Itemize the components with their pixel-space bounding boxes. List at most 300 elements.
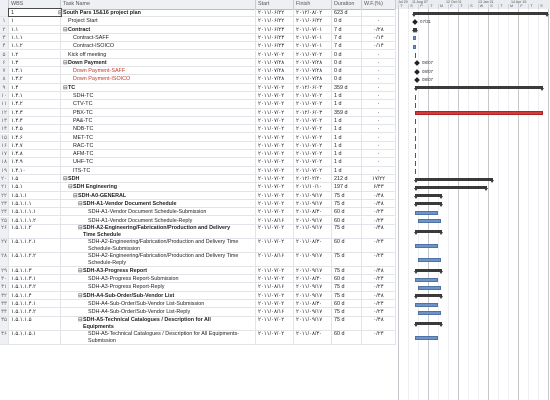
row-id-cell[interactable]: [0, 75, 9, 82]
weight-cell[interactable]: [362, 217, 396, 224]
duration-cell[interactable]: [332, 283, 362, 290]
duration-cell[interactable]: [332, 17, 362, 24]
start-date-cell[interactable]: [256, 42, 294, 49]
weight-cell[interactable]: [362, 175, 396, 182]
task-bar[interactable]: [418, 219, 441, 223]
column-header-id[interactable]: [0, 0, 9, 9]
wbs-cell[interactable]: [9, 100, 61, 107]
start-date-cell[interactable]: [256, 300, 294, 307]
start-date-cell[interactable]: [256, 117, 294, 124]
task-row[interactable]: [0, 292, 396, 300]
weight-cell[interactable]: [362, 142, 396, 149]
weight-cell[interactable]: [362, 92, 396, 99]
task-row[interactable]: [0, 283, 396, 291]
duration-cell[interactable]: [332, 59, 362, 66]
start-date-cell[interactable]: [256, 150, 294, 157]
start-date-cell[interactable]: [256, 34, 294, 41]
start-date-cell[interactable]: [256, 200, 294, 207]
weight-cell[interactable]: [362, 75, 396, 82]
milestone-diamond[interactable]: [412, 19, 418, 25]
weight-cell[interactable]: [362, 26, 396, 33]
task-row[interactable]: [0, 183, 396, 191]
wbs-cell[interactable]: [9, 42, 61, 49]
task-row[interactable]: [0, 84, 396, 92]
duration-cell[interactable]: [332, 134, 362, 141]
task-name-cell[interactable]: [61, 253, 256, 266]
duration-cell[interactable]: [332, 192, 362, 199]
wbs-cell[interactable]: [9, 253, 61, 266]
weight-cell[interactable]: [362, 84, 396, 91]
row-id-cell[interactable]: [0, 183, 9, 190]
task-name-cell[interactable]: [61, 239, 256, 252]
start-date-cell[interactable]: [256, 253, 294, 266]
wbs-cell[interactable]: [9, 300, 61, 307]
task-row[interactable]: [0, 192, 396, 200]
task-row[interactable]: [0, 117, 396, 125]
weight-cell[interactable]: [362, 208, 396, 215]
column-header-wbs[interactable]: WBS: [9, 0, 61, 9]
wbs-cell[interactable]: [9, 331, 61, 344]
weight-cell[interactable]: [362, 308, 396, 315]
task-name-cell[interactable]: [61, 331, 256, 344]
start-date-cell[interactable]: [256, 192, 294, 199]
row-id-cell[interactable]: [0, 239, 9, 252]
task-name-cell[interactable]: [61, 34, 256, 41]
start-date-cell[interactable]: [256, 331, 294, 344]
row-id-cell[interactable]: [0, 59, 9, 66]
task-row[interactable]: [0, 158, 396, 166]
weight-cell[interactable]: [362, 239, 396, 252]
task-name-cell[interactable]: [61, 100, 256, 107]
finish-date-cell[interactable]: [294, 51, 332, 58]
task-name-cell[interactable]: [61, 300, 256, 307]
wbs-cell[interactable]: [9, 275, 61, 282]
task-name-cell[interactable]: [61, 67, 256, 74]
row-id-cell[interactable]: [0, 34, 9, 41]
wbs-cell[interactable]: [9, 208, 61, 215]
duration-cell[interactable]: [332, 117, 362, 124]
wbs-cell[interactable]: [9, 9, 61, 16]
weight-cell[interactable]: [362, 225, 396, 238]
start-date-cell[interactable]: [256, 167, 294, 174]
start-date-cell[interactable]: [256, 217, 294, 224]
finish-date-cell[interactable]: [294, 9, 332, 16]
column-header-start[interactable]: Start: [256, 0, 294, 9]
wbs-cell[interactable]: [9, 239, 61, 252]
row-id-cell[interactable]: [0, 217, 9, 224]
weight-cell[interactable]: [362, 34, 396, 41]
weight-cell[interactable]: [362, 200, 396, 207]
summary-bar[interactable]: [415, 230, 442, 233]
task-row[interactable]: [0, 92, 396, 100]
start-date-cell[interactable]: [256, 51, 294, 58]
finish-date-cell[interactable]: [294, 75, 332, 82]
collapse-toggle-icon[interactable]: ⊟: [63, 26, 68, 33]
task-bar[interactable]: [413, 45, 416, 49]
column-header-finish[interactable]: Finish: [294, 0, 332, 9]
row-id-cell[interactable]: [0, 283, 9, 290]
wbs-cell[interactable]: [9, 84, 61, 91]
duration-cell[interactable]: [332, 217, 362, 224]
start-date-cell[interactable]: [256, 109, 294, 116]
wbs-cell[interactable]: [9, 150, 61, 157]
collapse-toggle-icon[interactable]: ⊟: [78, 224, 83, 231]
task-name-cell[interactable]: [61, 117, 256, 124]
collapse-toggle-icon[interactable]: ⊟: [78, 200, 83, 207]
task-row[interactable]: [0, 175, 396, 183]
duration-cell[interactable]: [332, 253, 362, 266]
row-id-cell[interactable]: [0, 26, 9, 33]
weight-cell[interactable]: [362, 192, 396, 199]
task-row[interactable]: [0, 150, 396, 158]
task-bar[interactable]: [415, 303, 438, 307]
wbs-cell[interactable]: [9, 283, 61, 290]
finish-date-cell[interactable]: [294, 109, 332, 116]
start-date-cell[interactable]: [256, 283, 294, 290]
wbs-cell[interactable]: [9, 109, 61, 116]
finish-date-cell[interactable]: [294, 217, 332, 224]
row-id-cell[interactable]: [0, 158, 9, 165]
task-name-cell[interactable]: [61, 75, 256, 82]
row-id-cell[interactable]: [0, 292, 9, 299]
wbs-cell[interactable]: [9, 17, 61, 24]
task-name-cell[interactable]: [61, 283, 256, 290]
start-date-cell[interactable]: [256, 225, 294, 238]
weight-cell[interactable]: [362, 167, 396, 174]
start-date-cell[interactable]: [256, 92, 294, 99]
wbs-cell[interactable]: [9, 134, 61, 141]
summary-bar[interactable]: [415, 294, 442, 297]
collapse-toggle-icon[interactable]: ⊟: [58, 10, 63, 16]
finish-date-cell[interactable]: [294, 253, 332, 266]
task-name-cell[interactable]: [61, 150, 256, 157]
finish-date-cell[interactable]: [294, 158, 332, 165]
duration-cell[interactable]: [332, 150, 362, 157]
finish-date-cell[interactable]: [294, 134, 332, 141]
row-id-cell[interactable]: [0, 142, 9, 149]
start-date-cell[interactable]: [256, 175, 294, 182]
wbs-cell[interactable]: [9, 59, 61, 66]
weight-cell[interactable]: [362, 42, 396, 49]
task-row[interactable]: [0, 275, 396, 283]
start-date-cell[interactable]: [256, 142, 294, 149]
task-name-cell[interactable]: [61, 142, 256, 149]
finish-date-cell[interactable]: [294, 225, 332, 238]
collapse-toggle-icon[interactable]: ⊟: [63, 84, 68, 91]
wbs-cell[interactable]: [9, 225, 61, 238]
row-id-cell[interactable]: [0, 100, 9, 107]
task-name-cell[interactable]: [61, 51, 256, 58]
task-name-cell[interactable]: [61, 158, 256, 165]
duration-cell[interactable]: [332, 167, 362, 174]
finish-date-cell[interactable]: [294, 292, 332, 299]
row-id-cell[interactable]: [0, 17, 9, 24]
task-bar[interactable]: [415, 244, 438, 248]
finish-date-cell[interactable]: [294, 200, 332, 207]
finish-date-cell[interactable]: [294, 317, 332, 330]
collapse-toggle-icon[interactable]: ⊟: [78, 316, 83, 323]
weight-cell[interactable]: [362, 51, 396, 58]
finish-date-cell[interactable]: [294, 59, 332, 66]
task-name-cell[interactable]: [61, 225, 256, 238]
weight-cell[interactable]: [362, 300, 396, 307]
start-date-cell[interactable]: [256, 292, 294, 299]
task-name-cell[interactable]: [61, 267, 256, 274]
summary-bar[interactable]: [415, 86, 543, 89]
task-row[interactable]: [0, 109, 396, 117]
finish-date-cell[interactable]: [294, 167, 332, 174]
duration-cell[interactable]: [332, 208, 362, 215]
weight-cell[interactable]: [362, 292, 396, 299]
task-bar[interactable]: [415, 161, 416, 166]
collapse-toggle-icon[interactable]: ⊟: [63, 176, 68, 182]
summary-bar[interactable]: [415, 202, 442, 205]
row-id-cell[interactable]: [0, 117, 9, 124]
wbs-cell[interactable]: [9, 267, 61, 274]
duration-cell[interactable]: [332, 183, 362, 190]
duration-cell[interactable]: [332, 158, 362, 165]
weight-cell[interactable]: [362, 9, 396, 16]
task-row[interactable]: [0, 17, 396, 25]
task-row[interactable]: [0, 100, 396, 108]
task-name-cell[interactable]: [61, 134, 256, 141]
duration-cell[interactable]: [332, 84, 362, 91]
wbs-cell[interactable]: [9, 51, 61, 58]
duration-cell[interactable]: [332, 308, 362, 315]
task-name-cell[interactable]: [61, 42, 256, 49]
weight-cell[interactable]: [362, 275, 396, 282]
task-name-cell[interactable]: [61, 167, 256, 174]
row-id-cell[interactable]: [0, 51, 9, 58]
duration-cell[interactable]: [332, 300, 362, 307]
task-row[interactable]: [0, 253, 396, 267]
task-bar[interactable]: [415, 144, 416, 149]
finish-date-cell[interactable]: [294, 267, 332, 274]
row-id-cell[interactable]: [0, 167, 9, 174]
task-name-cell[interactable]: [61, 109, 256, 116]
duration-cell[interactable]: [332, 331, 362, 344]
task-name-cell[interactable]: [61, 292, 256, 299]
collapse-toggle-icon[interactable]: ⊟: [78, 292, 83, 299]
task-bar[interactable]: [418, 311, 441, 315]
finish-date-cell[interactable]: [294, 331, 332, 344]
weight-cell[interactable]: [362, 125, 396, 132]
duration-cell[interactable]: [332, 100, 362, 107]
finish-date-cell[interactable]: [294, 142, 332, 149]
start-date-cell[interactable]: [256, 59, 294, 66]
task-bar[interactable]: [415, 95, 416, 100]
task-row[interactable]: [0, 317, 396, 331]
weight-cell[interactable]: [362, 317, 396, 330]
start-date-cell[interactable]: [256, 134, 294, 141]
weight-cell[interactable]: [362, 283, 396, 290]
task-row[interactable]: [0, 267, 396, 275]
task-row[interactable]: [0, 308, 396, 316]
weight-cell[interactable]: [362, 150, 396, 157]
row-id-cell[interactable]: [0, 134, 9, 141]
row-id-cell[interactable]: [0, 200, 9, 207]
collapse-toggle-icon[interactable]: ⊟: [63, 59, 68, 66]
task-bar[interactable]: [415, 103, 416, 108]
finish-date-cell[interactable]: [294, 34, 332, 41]
task-bar[interactable]: [413, 36, 416, 40]
finish-date-cell[interactable]: [294, 175, 332, 182]
wbs-cell[interactable]: [9, 125, 61, 132]
task-row[interactable]: [0, 225, 396, 239]
task-bar[interactable]: [415, 153, 416, 158]
finish-date-cell[interactable]: [294, 42, 332, 49]
task-bar[interactable]: [415, 278, 438, 282]
row-id-cell[interactable]: [0, 225, 9, 238]
wbs-cell[interactable]: [9, 26, 61, 33]
weight-cell[interactable]: [362, 331, 396, 344]
column-header-task-name[interactable]: Task Name: [61, 0, 256, 9]
task-name-cell[interactable]: [61, 84, 256, 91]
summary-bar[interactable]: [413, 12, 548, 15]
task-bar[interactable]: [415, 53, 416, 58]
wbs-cell[interactable]: [9, 158, 61, 165]
weight-cell[interactable]: [362, 267, 396, 274]
duration-cell[interactable]: [332, 109, 362, 116]
collapse-toggle-icon[interactable]: ⊟: [78, 267, 83, 274]
task-name-cell[interactable]: [61, 183, 256, 190]
finish-date-cell[interactable]: [294, 192, 332, 199]
start-date-cell[interactable]: [256, 26, 294, 33]
weight-cell[interactable]: [362, 183, 396, 190]
duration-cell[interactable]: [332, 142, 362, 149]
start-date-cell[interactable]: [256, 158, 294, 165]
task-bar[interactable]: [415, 128, 416, 133]
weight-cell[interactable]: [362, 100, 396, 107]
wbs-cell[interactable]: [9, 217, 61, 224]
wbs-cell[interactable]: [9, 167, 61, 174]
weight-cell[interactable]: [362, 59, 396, 66]
weight-cell[interactable]: [362, 109, 396, 116]
start-date-cell[interactable]: [256, 9, 294, 16]
finish-date-cell[interactable]: [294, 84, 332, 91]
wbs-cell[interactable]: [9, 67, 61, 74]
row-id-cell[interactable]: [0, 300, 9, 307]
row-id-cell[interactable]: [0, 253, 9, 266]
task-bar[interactable]: [418, 258, 441, 262]
weight-cell[interactable]: [362, 67, 396, 74]
finish-date-cell[interactable]: [294, 67, 332, 74]
task-bar[interactable]: [418, 286, 441, 290]
duration-cell[interactable]: [332, 75, 362, 82]
summary-bar[interactable]: [415, 194, 442, 197]
task-row[interactable]: [0, 167, 396, 175]
start-date-cell[interactable]: [256, 75, 294, 82]
wbs-cell[interactable]: [9, 142, 61, 149]
wbs-cell[interactable]: [9, 292, 61, 299]
duration-cell[interactable]: [332, 67, 362, 74]
weight-cell[interactable]: [362, 17, 396, 24]
collapse-toggle-icon[interactable]: ⊟: [73, 192, 78, 199]
task-row[interactable]: [0, 134, 396, 142]
row-id-cell[interactable]: [0, 125, 9, 132]
finish-date-cell[interactable]: [294, 92, 332, 99]
duration-cell[interactable]: [332, 9, 362, 16]
finish-date-cell[interactable]: [294, 125, 332, 132]
duration-cell[interactable]: [332, 317, 362, 330]
task-name-cell[interactable]: [61, 275, 256, 282]
wbs-cell[interactable]: [9, 308, 61, 315]
task-row[interactable]: [0, 9, 396, 17]
task-row[interactable]: [0, 200, 396, 208]
summary-bar[interactable]: [415, 186, 487, 189]
row-id-cell[interactable]: [0, 267, 9, 274]
wbs-cell[interactable]: [9, 75, 61, 82]
task-row[interactable]: [0, 51, 396, 59]
start-date-cell[interactable]: [256, 208, 294, 215]
start-date-cell[interactable]: [256, 183, 294, 190]
task-name-cell[interactable]: [61, 59, 256, 66]
task-name-cell[interactable]: [61, 92, 256, 99]
task-row[interactable]: [0, 239, 396, 253]
task-row[interactable]: [0, 42, 396, 50]
start-date-cell[interactable]: [256, 239, 294, 252]
row-id-cell[interactable]: [0, 192, 9, 199]
summary-bar[interactable]: [415, 178, 493, 181]
weight-cell[interactable]: [362, 253, 396, 266]
finish-date-cell[interactable]: [294, 300, 332, 307]
task-name-cell[interactable]: [61, 26, 256, 33]
duration-cell[interactable]: [332, 51, 362, 58]
row-id-cell[interactable]: [0, 275, 9, 282]
wbs-cell[interactable]: [9, 34, 61, 41]
duration-cell[interactable]: [332, 267, 362, 274]
task-bar[interactable]: [415, 136, 416, 141]
row-id-cell[interactable]: [0, 67, 9, 74]
column-header-duration[interactable]: Duration: [332, 0, 362, 9]
finish-date-cell[interactable]: [294, 117, 332, 124]
finish-date-cell[interactable]: [294, 275, 332, 282]
summary-bar[interactable]: [415, 269, 442, 272]
task-name-cell[interactable]: [61, 208, 256, 215]
row-id-cell[interactable]: [0, 92, 9, 99]
task-bar[interactable]: [415, 211, 438, 215]
wbs-cell[interactable]: [9, 92, 61, 99]
column-header-weight[interactable]: W.F.(%): [362, 0, 396, 9]
start-date-cell[interactable]: [256, 308, 294, 315]
duration-cell[interactable]: [332, 92, 362, 99]
task-row[interactable]: [0, 75, 396, 83]
row-id-cell[interactable]: [0, 84, 9, 91]
weight-cell[interactable]: [362, 134, 396, 141]
finish-date-cell[interactable]: [294, 100, 332, 107]
start-date-cell[interactable]: [256, 84, 294, 91]
duration-cell[interactable]: [332, 125, 362, 132]
row-id-cell[interactable]: [0, 175, 9, 182]
task-row[interactable]: [0, 34, 396, 42]
task-name-cell[interactable]: [61, 192, 256, 199]
duration-cell[interactable]: [332, 292, 362, 299]
row-id-cell[interactable]: [0, 42, 9, 49]
collapse-toggle-icon[interactable]: ⊟: [68, 184, 73, 191]
task-name-cell[interactable]: [61, 308, 256, 315]
task-row[interactable]: [0, 59, 396, 67]
summary-bar[interactable]: [413, 28, 417, 31]
duration-cell[interactable]: [332, 200, 362, 207]
duration-cell[interactable]: [332, 275, 362, 282]
weight-cell[interactable]: [362, 158, 396, 165]
duration-cell[interactable]: [332, 225, 362, 238]
row-id-cell[interactable]: [0, 109, 9, 116]
start-date-cell[interactable]: [256, 267, 294, 274]
start-date-cell[interactable]: [256, 125, 294, 132]
finish-date-cell[interactable]: [294, 150, 332, 157]
finish-date-cell[interactable]: [294, 239, 332, 252]
